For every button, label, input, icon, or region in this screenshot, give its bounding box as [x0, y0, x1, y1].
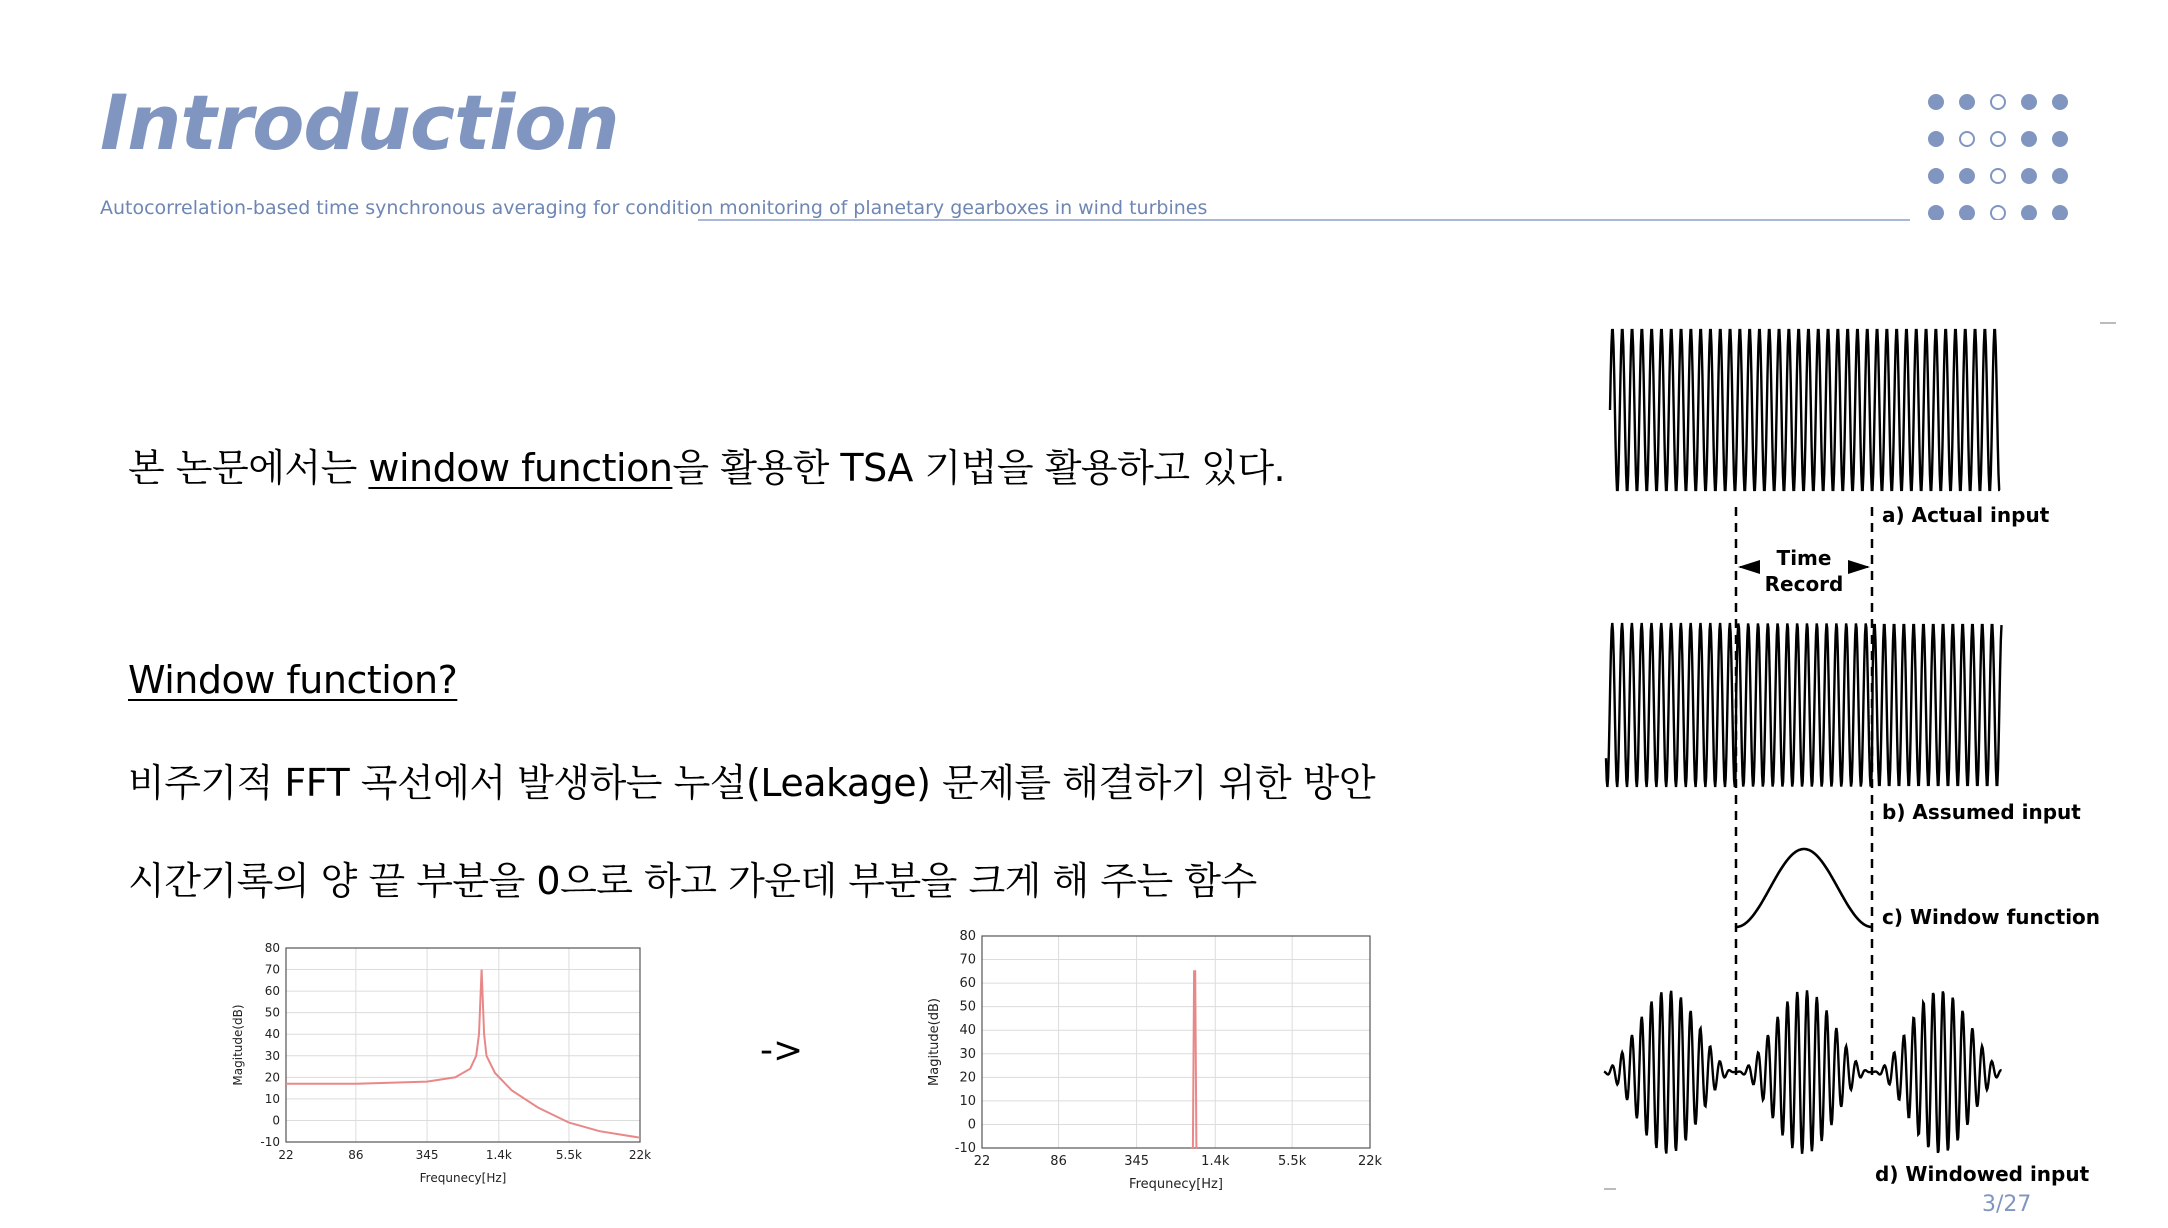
dot-outline [1991, 169, 2005, 183]
x-tick-label: 22 [278, 1148, 294, 1162]
label-assumed-input: b) Assumed input [1882, 800, 2081, 824]
y-tick-label: 50 [264, 1005, 280, 1020]
y-tick-label: 60 [959, 976, 976, 992]
time-record-label-2: Record [1764, 572, 1844, 596]
dot-filled [2021, 94, 2037, 110]
x-tick-label: 1.4k [1201, 1154, 1230, 1169]
y-axis-label: Magitude(dB) [231, 1004, 245, 1086]
arrowhead-right [1848, 560, 1870, 574]
paper-subtitle: Autocorrelation-based time synchronous averaging for condition monitoring of planetary gearboxes in wind turbines [100, 197, 1208, 219]
spectrum-chart-before [228, 930, 658, 1190]
dot-filled [2021, 131, 2037, 147]
dot-outline [1991, 95, 2005, 109]
dot-filled [1928, 168, 1944, 184]
y-tick-label: 0 [272, 1113, 280, 1128]
dot-filled [2052, 205, 2068, 220]
x-tick-label: 5.5k [1278, 1154, 1307, 1169]
assumed-input-wave [1606, 623, 2002, 787]
y-tick-label: 0 [967, 1117, 976, 1133]
dot-outline [1991, 206, 2005, 220]
x-tick-label: 345 [1124, 1154, 1150, 1169]
arrowhead-left [1738, 560, 1760, 574]
x-tick-label: 22k [1357, 1154, 1383, 1169]
dot-filled [1959, 205, 1975, 220]
window-function-link[interactable]: window function [368, 446, 673, 490]
y-tick-label: 70 [959, 952, 976, 968]
y-tick-label: 10 [959, 1093, 976, 1109]
dot-filled [1928, 94, 1944, 110]
slide-title: Introduction [100, 78, 619, 167]
y-tick-label: 20 [959, 1070, 976, 1086]
y-tick-label: 30 [264, 1048, 280, 1063]
dot-filled [2052, 94, 2068, 110]
dot-outline [1960, 132, 1974, 146]
x-tick-label: 22k [628, 1148, 652, 1162]
y-tick-label: 40 [959, 1023, 976, 1039]
x-axis-label: Frequnecy[Hz] [1129, 1177, 1223, 1192]
label-windowed-input: d) Windowed input [1875, 1162, 2090, 1186]
x-tick-label: 345 [415, 1148, 439, 1162]
definition-line-2: 시간기록의 양 끝 부분을 0으로 하고 가운데 부분을 크게 해 주는 함수 [128, 859, 1257, 903]
x-axis-label: Frequnecy[Hz] [419, 1171, 507, 1185]
dot-filled [2021, 168, 2037, 184]
y-tick-label: 20 [264, 1070, 280, 1085]
time-record-label-1: Time [1776, 546, 1832, 570]
x-tick-label: 5.5k [555, 1148, 582, 1162]
label-window-function: c) Window function [1882, 905, 2101, 929]
dot-filled [2052, 131, 2068, 147]
label-actual-input: a) Actual input [1882, 503, 2050, 527]
y-tick-label: 30 [959, 1046, 976, 1062]
windowed-input-wave [1604, 990, 2002, 1153]
intro-text-end: 을 활용한 TSA 기법을 활용하고 있다. [672, 446, 1286, 490]
decorative-dots [1922, 90, 2092, 220]
dot-filled [1959, 168, 1975, 184]
actual-input-wave [1610, 330, 2000, 490]
y-tick-label: -10 [954, 1141, 976, 1156]
plot-frame [286, 948, 640, 1142]
dot-outline [1991, 132, 2005, 146]
dot-filled [2021, 205, 2037, 220]
x-tick-label: 86 [348, 1148, 364, 1162]
spectrum-chart-after [920, 916, 1390, 1206]
dot-filled [1928, 205, 1944, 220]
spectrum-line [286, 970, 640, 1138]
dot-filled [2052, 168, 2068, 184]
window-function-curve [1736, 849, 1872, 927]
header-divider [698, 219, 1910, 221]
y-tick-label: 70 [264, 962, 280, 977]
corner-mark-bottom [1604, 1188, 1616, 1190]
y-tick-label: 40 [264, 1027, 280, 1042]
x-tick-label: 22 [973, 1154, 991, 1169]
dot-filled [1928, 131, 1944, 147]
window-function-figure [1600, 315, 2120, 1195]
plot-frame [982, 936, 1370, 1148]
y-tick-label: 10 [264, 1091, 280, 1106]
y-tick-label: 80 [959, 929, 976, 944]
transform-arrow: -> [760, 1030, 804, 1071]
x-tick-label: 1.4k [485, 1148, 512, 1162]
intro-sentence [128, 437, 1285, 492]
page-number: 3/27 [1982, 1192, 2032, 1217]
section-heading: Window function? [128, 658, 458, 702]
y-axis-label: Magitude(dB) [927, 998, 942, 1086]
dot-filled [1959, 94, 1975, 110]
definition-line-1: 비주기적 FFT 곡선에서 발생하는 누설(Leakage) 문제를 해결하기 위한 방안 [128, 761, 1376, 805]
x-tick-label: 86 [1050, 1154, 1067, 1169]
intro-text-start: 본 논문에서는 [128, 446, 369, 490]
spectrum-line [1191, 971, 1197, 1148]
y-tick-label: 50 [959, 999, 976, 1015]
y-tick-label: 80 [264, 941, 280, 955]
y-tick-label: 60 [264, 984, 280, 999]
y-tick-label: -10 [260, 1135, 280, 1149]
